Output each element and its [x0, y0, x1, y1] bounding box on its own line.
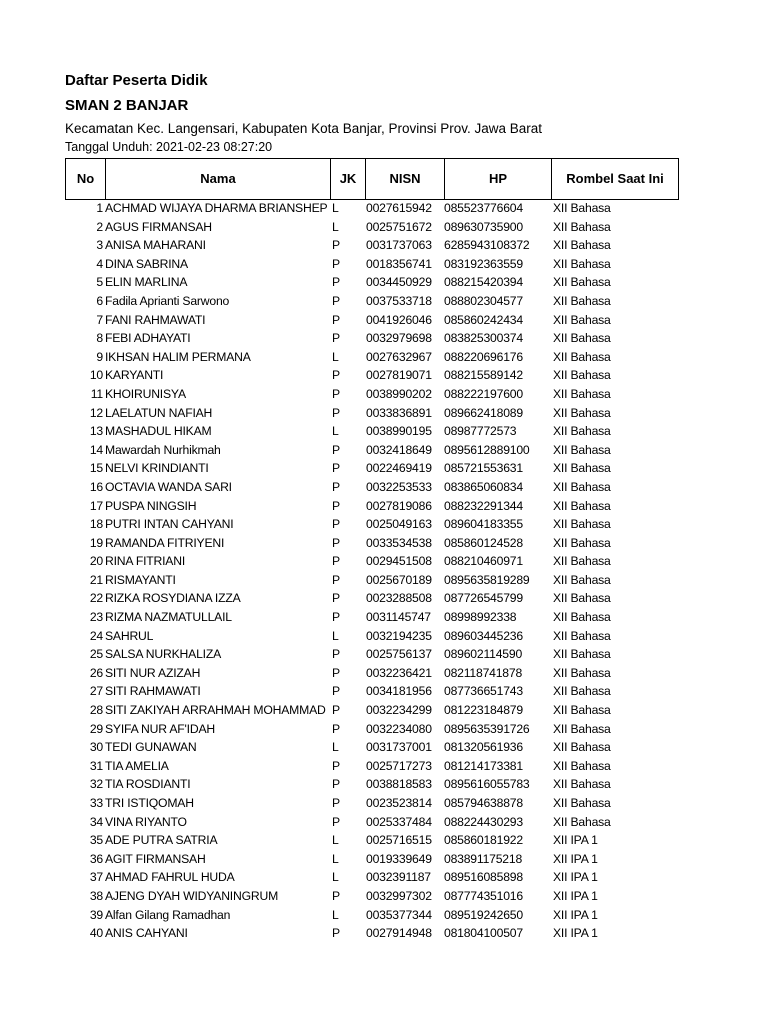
cell-rombel: XII Bahasa — [553, 517, 611, 532]
cell-nama: FANI RAHMAWATI — [105, 312, 206, 327]
cell-nama: RAMANDA FITRIYENI — [105, 535, 225, 550]
cell-hp: 083865060834 — [444, 479, 523, 494]
cell-rombel: XII Bahasa — [553, 796, 611, 810]
cell-no: 25 — [89, 647, 103, 662]
cell-no: 2 — [96, 219, 103, 234]
table-row — [0, 702, 768, 721]
cell-no: 21 — [89, 572, 103, 587]
cell-nama: KHOIRUNISYA — [105, 386, 186, 401]
cell-nama: ANIS CAHYANI — [105, 926, 188, 941]
cell-hp: 088215420394 — [444, 275, 523, 290]
cell-rombel: XII Bahasa — [553, 554, 611, 569]
cell-nisn: 0041926046 — [366, 312, 432, 327]
cell-nisn: 0027615942 — [366, 201, 432, 215]
cell-rombel: XII Bahasa — [553, 405, 611, 420]
cell-no: 27 — [89, 684, 103, 699]
cell-hp: 0895635391726 — [444, 721, 530, 736]
cell-hp: 08998992338 — [444, 610, 517, 625]
cell-nisn: 0018356741 — [366, 256, 432, 271]
cell-hp: 085523776604 — [444, 201, 523, 215]
download-date: Tanggal Unduh: 2021-02-23 08:27:20 — [65, 140, 273, 154]
cell-nisn: 0037533718 — [366, 293, 432, 308]
cell-rombel: XII Bahasa — [553, 610, 611, 625]
cell-rombel: XII Bahasa — [553, 591, 611, 606]
cell-no: 3 — [96, 238, 103, 253]
cell-jk: P — [332, 684, 340, 699]
cell-hp: 087736651743 — [444, 684, 523, 699]
cell-hp: 0895612889100 — [444, 442, 530, 457]
cell-rombel: XII Bahasa — [553, 721, 611, 736]
cell-nama: RINA FITRIANI — [105, 554, 186, 569]
cell-nama: ACHMAD WIJAYA DHARMA BRIANSHEP — [105, 201, 328, 215]
cell-nisn: 0032979698 — [366, 331, 432, 346]
cell-hp: 089630735900 — [444, 219, 523, 234]
cell-nama: AJENG DYAH WIDYANINGRUM — [105, 888, 279, 903]
cell-rombel: XII Bahasa — [553, 665, 611, 680]
cell-nama: SAHRUL — [105, 628, 154, 643]
cell-nisn: 0025756137 — [366, 647, 432, 662]
document-title: Daftar Peserta Didik — [65, 72, 208, 89]
cell-nama: LAELATUN NAFIAH — [105, 405, 213, 420]
table-row — [0, 628, 768, 647]
table-row — [0, 814, 768, 833]
cell-no: 14 — [89, 442, 103, 457]
cell-no: 15 — [89, 461, 103, 476]
cell-hp: 085860242434 — [444, 312, 523, 327]
table-row — [0, 367, 768, 386]
cell-rombel: XII Bahasa — [553, 461, 611, 476]
cell-hp: 085860181922 — [444, 833, 523, 848]
table-row — [0, 851, 768, 870]
cell-hp: 08987772573 — [444, 424, 517, 439]
cell-nisn: 0025716515 — [366, 833, 432, 848]
cell-hp: 089603445236 — [444, 628, 523, 643]
table-row — [0, 479, 768, 498]
cell-jk: P — [332, 665, 340, 680]
cell-nisn: 0029451508 — [366, 554, 432, 569]
table-row — [0, 758, 768, 777]
column-header-nisn: NISN — [366, 159, 445, 199]
cell-rombel: XII Bahasa — [553, 442, 611, 457]
cell-nisn: 0038990202 — [366, 386, 432, 401]
table-row — [0, 776, 768, 795]
cell-nisn: 0031737001 — [366, 740, 432, 755]
cell-rombel: XII Bahasa — [553, 256, 611, 271]
column-header-no: No — [66, 159, 106, 199]
cell-jk: L — [332, 833, 339, 848]
cell-nama: Fadila Aprianti Sarwono — [105, 293, 230, 308]
table-row — [0, 590, 768, 609]
cell-no: 16 — [89, 479, 103, 494]
table-row — [0, 312, 768, 331]
cell-nisn: 0038818583 — [366, 777, 432, 792]
table-row — [0, 888, 768, 907]
cell-hp: 088215589142 — [444, 368, 523, 383]
cell-rombel: XII Bahasa — [553, 275, 611, 290]
cell-hp: 089516085898 — [444, 870, 523, 885]
cell-jk: P — [332, 703, 340, 718]
cell-nama: IKHSAN HALIM PERMANA — [105, 349, 251, 364]
cell-no: 7 — [96, 312, 103, 327]
table-row — [0, 498, 768, 517]
cell-hp: 0895635819289 — [444, 572, 530, 587]
cell-hp: 087726545799 — [444, 591, 523, 606]
cell-no: 34 — [89, 814, 103, 829]
cell-nama: SITI RAHMAWATI — [105, 684, 201, 699]
cell-hp: 081223184879 — [444, 703, 523, 718]
cell-rombel: XII Bahasa — [553, 684, 611, 699]
cell-hp: 089519242650 — [444, 907, 523, 922]
cell-jk: P — [332, 796, 340, 810]
cell-nisn: 0034181956 — [366, 684, 432, 699]
cell-nama: SITI ZAKIYAH ARRAHMAH MOHAMMAD — [105, 703, 326, 718]
cell-no: 37 — [89, 870, 103, 885]
table-row — [0, 442, 768, 461]
cell-rombel: XII Bahasa — [553, 814, 611, 829]
cell-no: 30 — [89, 740, 103, 755]
cell-jk: P — [332, 293, 340, 308]
cell-jk: L — [332, 424, 339, 439]
cell-no: 6 — [96, 293, 103, 308]
cell-nisn: 0038990195 — [366, 424, 432, 439]
cell-nisn: 0027632967 — [366, 349, 432, 364]
cell-no: 24 — [89, 628, 103, 643]
cell-no: 36 — [89, 851, 103, 866]
cell-hp: 088224430293 — [444, 814, 523, 829]
table-row — [0, 572, 768, 591]
cell-nama: ADE PUTRA SATRIA — [105, 833, 218, 848]
cell-hp: 081804100507 — [444, 926, 523, 941]
cell-nama: FEBI ADHAYATI — [105, 331, 191, 346]
cell-hp: 082118741878 — [444, 665, 523, 680]
cell-rombel: XII Bahasa — [553, 740, 611, 755]
cell-hp: 087774351016 — [444, 888, 523, 903]
cell-jk: P — [332, 256, 340, 271]
cell-nama: RIZMA NAZMATULLAIL — [105, 610, 232, 625]
cell-jk: P — [332, 368, 340, 383]
cell-jk: P — [332, 535, 340, 550]
table-row — [0, 349, 768, 368]
table-row — [0, 405, 768, 424]
cell-nisn: 0032194235 — [366, 628, 432, 643]
table-row — [0, 330, 768, 349]
cell-jk: L — [332, 219, 339, 234]
cell-hp: 081320561936 — [444, 740, 523, 755]
cell-hp: 088232291344 — [444, 498, 523, 513]
cell-rombel: XII IPA 1 — [553, 926, 598, 941]
cell-rombel: XII IPA 1 — [553, 833, 598, 848]
cell-hp: 083825300374 — [444, 331, 523, 346]
cell-rombel: XII Bahasa — [553, 349, 611, 364]
cell-hp: 088222197600 — [444, 386, 523, 401]
cell-nama: SITI NUR AZIZAH — [105, 665, 201, 680]
cell-nisn: 0027914948 — [366, 926, 432, 941]
cell-rombel: XII Bahasa — [553, 312, 611, 327]
cell-nama: AGIT FIRMANSAH — [105, 851, 206, 866]
cell-rombel: XII IPA 1 — [553, 907, 598, 922]
cell-nama: PUTRI INTAN CAHYANI — [105, 517, 234, 532]
cell-jk: P — [332, 888, 340, 903]
table-row — [0, 795, 768, 814]
cell-no: 40 — [89, 926, 103, 941]
cell-no: 20 — [89, 554, 103, 569]
cell-no: 9 — [96, 349, 103, 364]
table-row — [0, 553, 768, 572]
column-header-hp: HP — [445, 159, 552, 199]
cell-nama: Alfan Gilang Ramadhan — [105, 907, 231, 922]
cell-hp: 081214173381 — [444, 758, 523, 773]
cell-jk: P — [332, 238, 340, 253]
cell-nisn: 0025751672 — [366, 219, 432, 234]
cell-hp: 083891175218 — [444, 851, 523, 866]
cell-nama: NELVI KRINDIANTI — [105, 461, 209, 476]
table-row — [0, 609, 768, 628]
cell-nisn: 0032391187 — [366, 870, 431, 885]
cell-no: 12 — [89, 405, 103, 420]
cell-hp: 6285943108372 — [444, 238, 530, 253]
cell-jk: L — [332, 851, 339, 866]
cell-rombel: XII Bahasa — [553, 703, 611, 718]
cell-nama: KARYANTI — [105, 368, 164, 383]
cell-rombel: XII Bahasa — [553, 479, 611, 494]
cell-hp: 085721553631 — [444, 461, 523, 476]
cell-rombel: XII Bahasa — [553, 777, 611, 792]
cell-no: 10 — [89, 368, 103, 383]
table-row — [0, 460, 768, 479]
cell-nama: OCTAVIA WANDA SARI — [105, 479, 232, 494]
table-row — [0, 646, 768, 665]
cell-nisn: 0033836891 — [366, 405, 432, 420]
cell-jk: P — [332, 331, 340, 346]
cell-nisn: 0025670189 — [366, 572, 432, 587]
cell-nama: SYIFA NUR AF'IDAH — [105, 721, 215, 736]
cell-hp: 085860124528 — [444, 535, 523, 550]
cell-hp: 088210460971 — [444, 554, 523, 569]
cell-hp: 0895616055783 — [444, 777, 530, 792]
table-body — [0, 200, 768, 944]
cell-no: 22 — [89, 591, 103, 606]
cell-nisn: 0031737063 — [366, 238, 432, 253]
cell-rombel: XII Bahasa — [553, 758, 611, 773]
school-location: Kecamatan Kec. Langensari, Kabupaten Kota Banjar, Provinsi Prov. Jawa Barat — [65, 121, 543, 136]
cell-jk: P — [332, 312, 340, 327]
table-row — [0, 423, 768, 442]
cell-jk: L — [332, 349, 339, 364]
table-row — [0, 683, 768, 702]
cell-rombel: XII IPA 1 — [553, 851, 598, 866]
cell-rombel: XII Bahasa — [553, 201, 611, 215]
cell-nisn: 0032997302 — [366, 888, 432, 903]
cell-jk: L — [332, 870, 339, 885]
cell-rombel: XII Bahasa — [553, 424, 611, 439]
cell-jk: P — [332, 591, 340, 606]
cell-rombel: XII Bahasa — [553, 647, 611, 662]
cell-jk: P — [332, 610, 340, 625]
table-row — [0, 925, 768, 944]
cell-nama: MASHADUL HIKAM — [105, 424, 212, 439]
cell-no: 23 — [89, 610, 103, 625]
cell-nisn: 0032234299 — [366, 703, 432, 718]
cell-jk: P — [332, 461, 340, 476]
cell-no: 17 — [89, 498, 103, 513]
cell-no: 29 — [89, 721, 103, 736]
table-row — [0, 200, 768, 219]
table-row — [0, 219, 768, 238]
cell-nama: AGUS FIRMANSAH — [105, 219, 212, 234]
column-header-nama: Nama — [106, 159, 331, 199]
cell-jk: P — [332, 814, 340, 829]
cell-nisn: 0034450929 — [366, 275, 432, 290]
cell-no: 19 — [89, 535, 103, 550]
cell-nisn: 0035377344 — [366, 907, 432, 922]
cell-rombel: XII Bahasa — [553, 238, 611, 253]
cell-rombel: XII Bahasa — [553, 535, 611, 550]
cell-jk: P — [332, 386, 340, 401]
table-row — [0, 256, 768, 275]
cell-nama: AHMAD FAHRUL HUDA — [105, 870, 235, 885]
table-row — [0, 721, 768, 740]
cell-rombel: XII Bahasa — [553, 386, 611, 401]
cell-nisn: 0023523814 — [366, 796, 432, 810]
cell-no: 39 — [89, 907, 103, 922]
table-row — [0, 237, 768, 256]
cell-jk: P — [332, 498, 340, 513]
cell-rombel: XII IPA 1 — [553, 870, 598, 885]
cell-hp: 088220696176 — [444, 349, 523, 364]
cell-nisn: 0031145747 — [366, 610, 431, 625]
cell-jk: P — [332, 554, 340, 569]
cell-hp: 083192363559 — [444, 256, 523, 271]
cell-rombel: XII Bahasa — [553, 293, 611, 308]
table-row — [0, 665, 768, 684]
cell-nama: DINA SABRINA — [105, 256, 188, 271]
table-row — [0, 516, 768, 535]
cell-no: 32 — [89, 777, 103, 792]
cell-nisn: 0027819086 — [366, 498, 432, 513]
cell-rombel: XII Bahasa — [553, 219, 611, 234]
cell-hp: 089662418089 — [444, 405, 523, 420]
cell-jk: P — [332, 275, 340, 290]
cell-nisn: 0022469419 — [366, 461, 432, 476]
school-name: SMAN 2 BANJAR — [65, 97, 189, 114]
cell-hp: 089604183355 — [444, 517, 523, 532]
cell-hp: 088802304577 — [444, 293, 523, 308]
cell-nisn: 0032234080 — [366, 721, 432, 736]
cell-no: 35 — [89, 833, 103, 848]
table-header — [65, 158, 679, 200]
cell-nama: Mawardah Nurhikmah — [105, 442, 221, 457]
cell-nama: ELIN MARLINA — [105, 275, 188, 290]
cell-jk: P — [332, 572, 340, 587]
cell-no: 1 — [96, 201, 103, 215]
cell-jk: P — [332, 517, 340, 532]
cell-nama: TEDI GUNAWAN — [105, 740, 197, 755]
cell-jk: P — [332, 442, 340, 457]
table-row — [0, 869, 768, 888]
cell-no: 11 — [90, 386, 103, 401]
cell-no: 31 — [89, 758, 103, 773]
cell-nisn: 0023288508 — [366, 591, 432, 606]
table-row — [0, 386, 768, 405]
table-row — [0, 907, 768, 926]
cell-jk: P — [332, 777, 340, 792]
cell-nisn: 0032253533 — [366, 479, 432, 494]
cell-jk: L — [332, 740, 339, 755]
cell-no: 13 — [89, 424, 103, 439]
cell-jk: L — [332, 628, 339, 643]
cell-rombel: XII Bahasa — [553, 572, 611, 587]
cell-jk: P — [332, 479, 340, 494]
cell-nama: TIA AMELIA — [105, 758, 169, 773]
cell-jk: P — [332, 758, 340, 773]
table-row — [0, 293, 768, 312]
table-row — [0, 274, 768, 293]
cell-rombel: XII Bahasa — [553, 498, 611, 513]
cell-nisn: 0025337484 — [366, 814, 432, 829]
cell-rombel: XII IPA 1 — [553, 888, 598, 903]
cell-rombel: XII Bahasa — [553, 628, 611, 643]
cell-nama: ANISA MAHARANI — [105, 238, 206, 253]
cell-no: 33 — [89, 796, 103, 810]
cell-jk: P — [332, 647, 340, 662]
cell-hp: 085794638878 — [444, 796, 523, 810]
cell-nama: RIZKA ROSYDIANA IZZA — [105, 591, 241, 606]
cell-hp: 089602114590 — [444, 647, 523, 662]
cell-nama: VINA RIYANTO — [105, 814, 187, 829]
cell-jk: P — [332, 926, 340, 941]
cell-jk: L — [332, 201, 339, 215]
cell-rombel: XII Bahasa — [553, 368, 611, 383]
cell-rombel: XII Bahasa — [553, 331, 611, 346]
cell-nama: SALSA NURKHALIZA — [105, 647, 222, 662]
cell-nisn: 0027819071 — [366, 368, 432, 383]
cell-no: 28 — [89, 703, 103, 718]
cell-nisn: 0032418649 — [366, 442, 432, 457]
column-header-rombel: Rombel Saat Ini — [566, 171, 664, 186]
cell-no: 4 — [96, 256, 103, 271]
table-row — [0, 832, 768, 851]
cell-nama: TRI ISTIQOMAH — [105, 796, 194, 810]
column-header-jk: JK — [331, 159, 366, 199]
cell-no: 18 — [89, 517, 103, 532]
cell-no: 38 — [89, 888, 103, 903]
table-row — [0, 535, 768, 554]
cell-nisn: 0019339649 — [366, 851, 432, 866]
cell-no: 26 — [89, 665, 103, 680]
cell-nisn: 0025717273 — [366, 758, 432, 773]
cell-jk: P — [332, 405, 340, 420]
cell-no: 8 — [96, 331, 103, 346]
cell-nisn: 0033534538 — [366, 535, 432, 550]
cell-no: 5 — [96, 275, 103, 290]
cell-jk: L — [332, 907, 339, 922]
cell-nisn: 0025049163 — [366, 517, 432, 532]
cell-nama: PUSPA NINGSIH — [105, 498, 197, 513]
cell-jk: P — [332, 721, 340, 736]
table-row — [0, 739, 768, 758]
cell-nisn: 0032236421 — [366, 665, 432, 680]
cell-nama: RISMAYANTI — [105, 572, 176, 587]
cell-nama: TIA ROSDIANTI — [105, 777, 191, 792]
